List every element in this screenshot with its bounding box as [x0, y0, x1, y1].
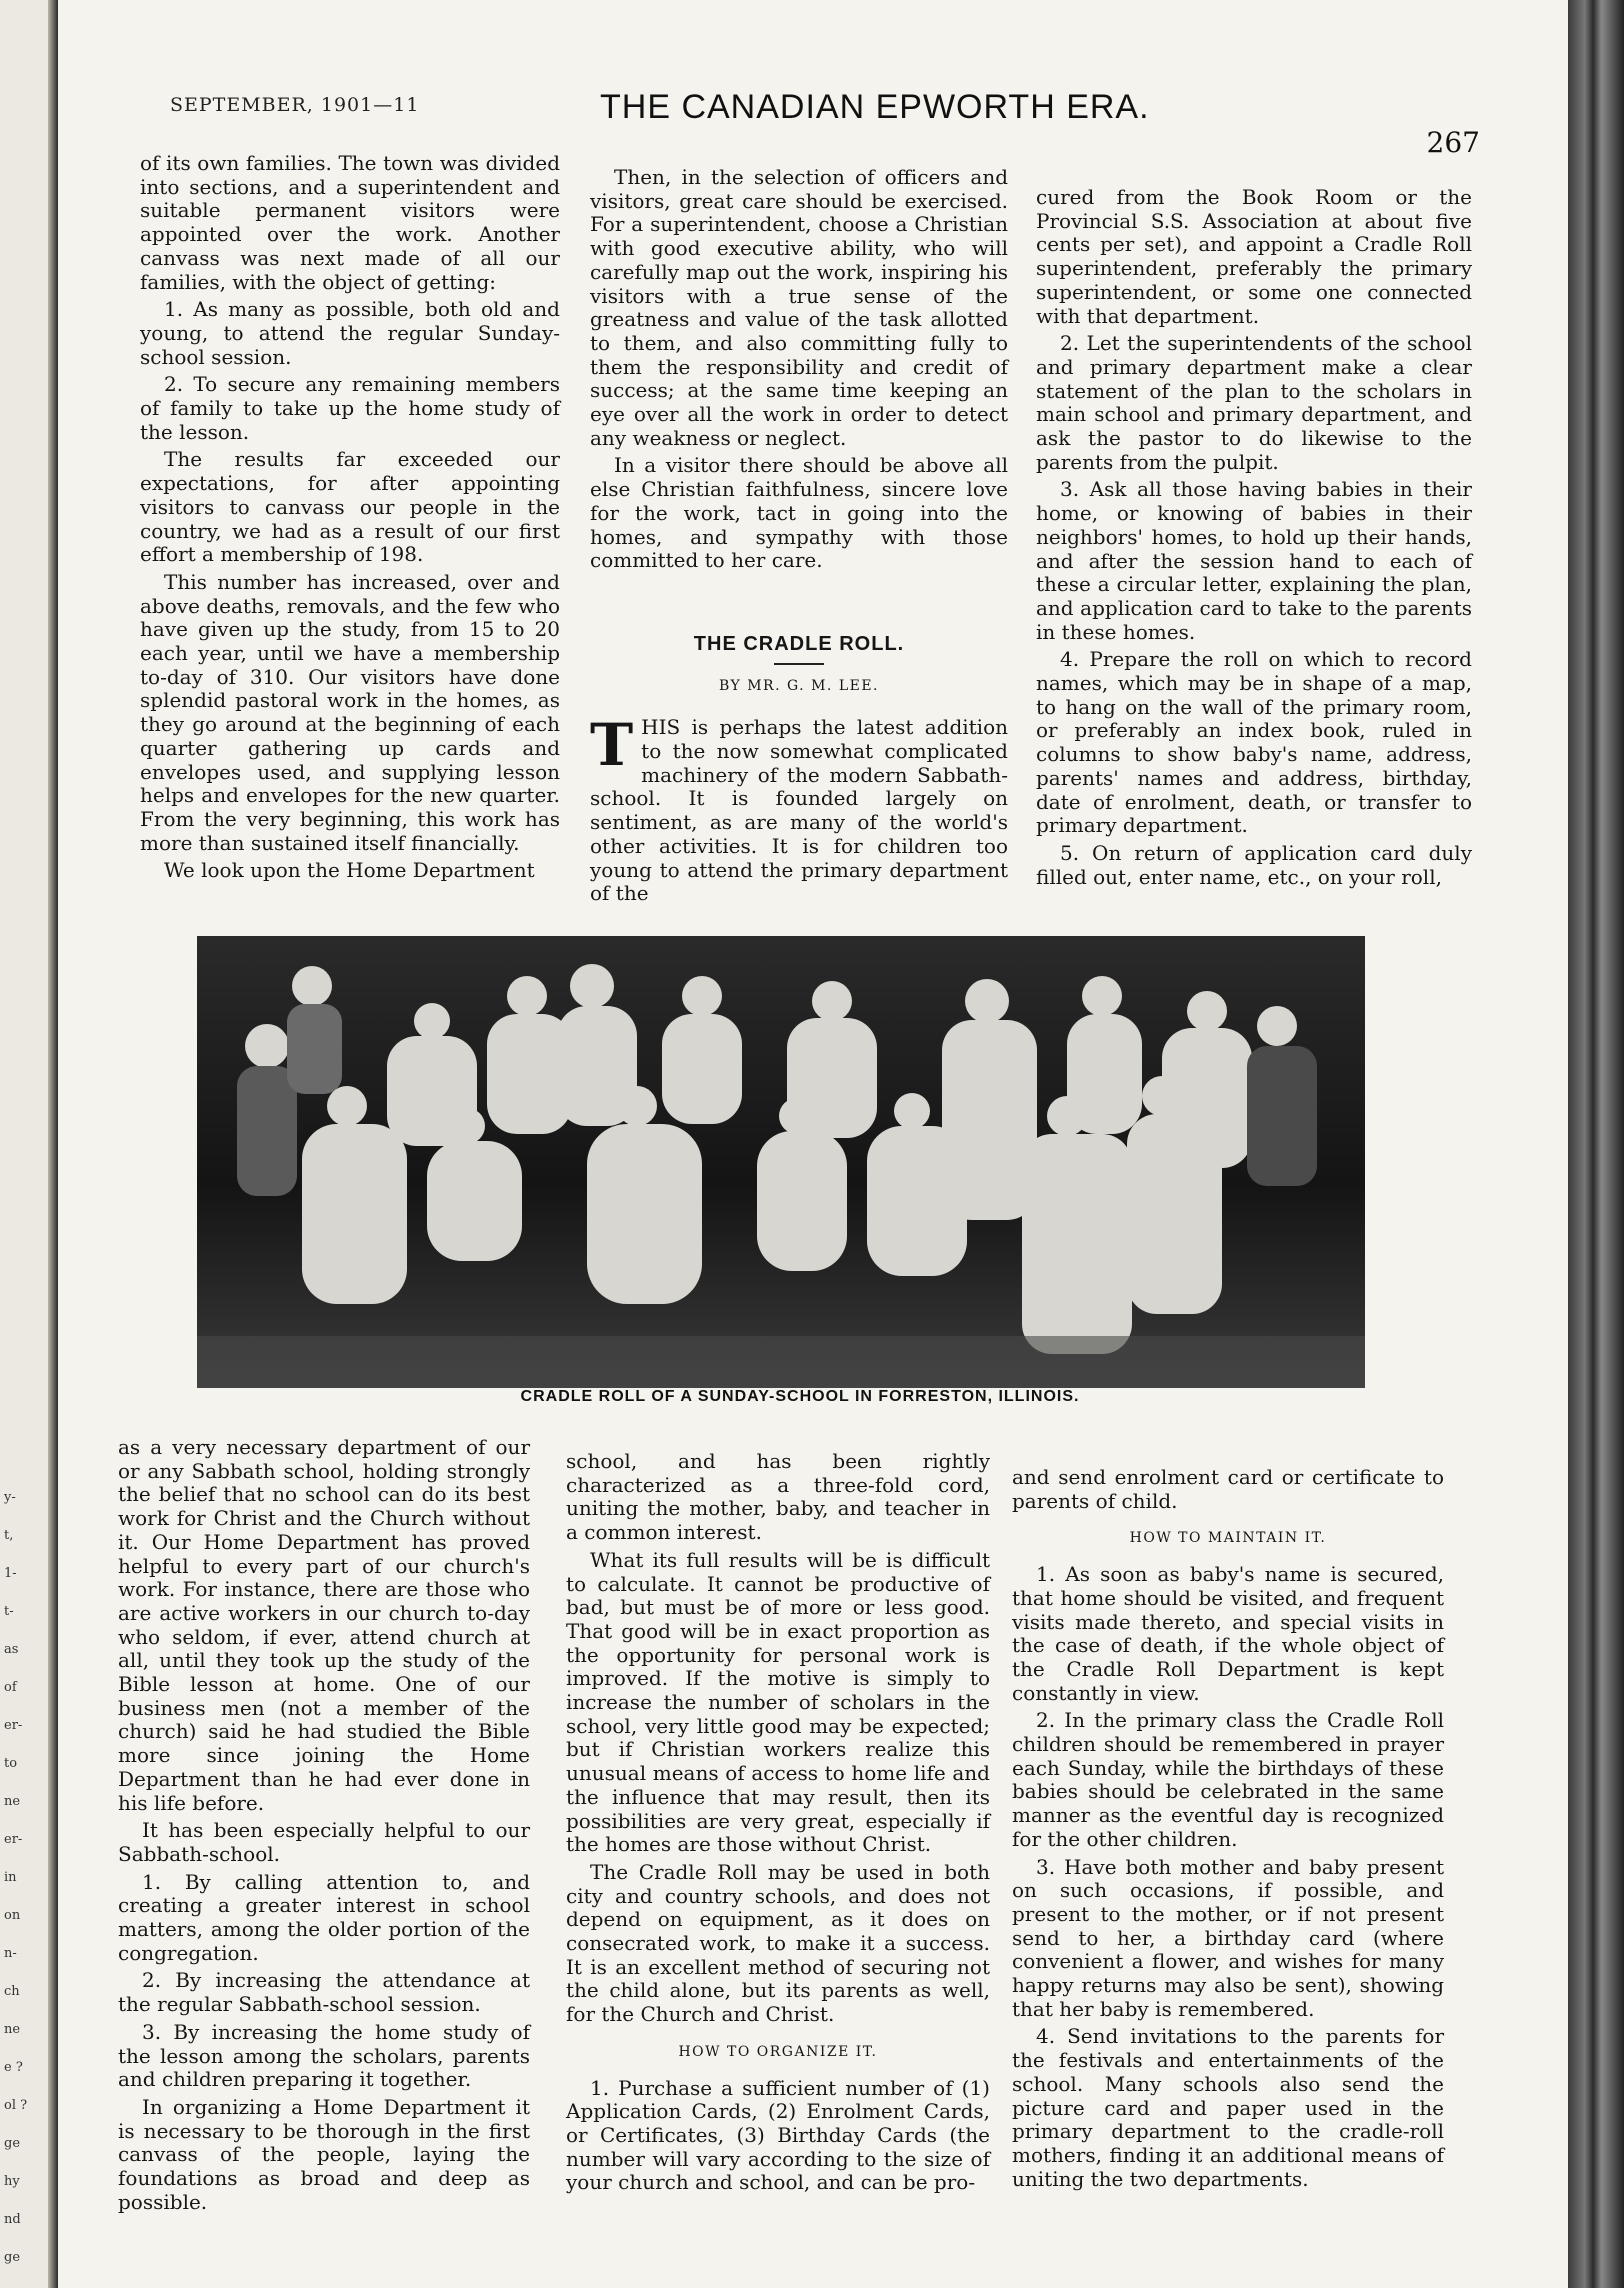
margin-fragment: as [4, 1642, 19, 1657]
margin-fragment: nd [4, 2212, 21, 2227]
margin-fragment: ol ? [4, 2098, 28, 2113]
paragraph: 2. In the primary class the Cradle Roll children should be remembered in prayer each Sunday, while the birthdays of these babies should be celebrated in the same manner as the eventful day is recognized for the other children. [1012, 1708, 1444, 1851]
top-right-column [1036, 186, 1472, 893]
paragraph: 2. Let the superintendents of the school and primary department make a clear statement of the plan to the scholars in main school and primary department, and ask the pastor to do likewise to the parents from the pulpit. [1036, 331, 1472, 474]
margin-fragment: n- [4, 1946, 17, 1961]
margin-fragment: ge [4, 2250, 21, 2265]
paragraph: 3. Ask all those having babies in their home, or knowing of babies in their neighbors' homes, to hold up their hands, and after the session hand to each of these a circular letter, explaining the plan, and application card to take to the parents in these homes. [1036, 477, 1472, 644]
masthead-title: THE CANADIAN EPWORTH ERA. [600, 88, 1150, 126]
paragraph: 4. Prepare the roll on which to record names, which may be in shape of a map, to hang on the wall of the primary room, or preferably an index book, ruled in columns to show baby's name, address, parents' names and address, birthday, date of enrolment, death, or transfer to primary department. [1036, 647, 1472, 838]
binding-shadow [48, 0, 58, 2288]
title-rule [774, 663, 824, 665]
intro-text: HIS is perhaps the latest addition to the now somewhat complicated machinery of the modern Sabbath-school. It is founded largely on sentiment, as are many of the world's other activities. It is for children too young to attend the primary department of the [590, 715, 1008, 906]
paragraph: 1. Purchase a sufficient number of (1) Application Cards, (2) Enrolment Cards, or Certificates, (3) Birthday Cards (the number will vary according to the size of your church and school, and can be pro- [566, 2075, 990, 2195]
margin-fragment: of [4, 1680, 17, 1695]
paragraph: school, and has been rightly characterized as a three-fold cord, uniting the mother, baby, and teacher in a common interest. [566, 1449, 990, 1545]
paragraph: It has been especially helpful to our Sabbath-school. [118, 1818, 530, 1866]
margin-fragment: t- [4, 1604, 14, 1619]
paragraph: Then, in the selection of officers and visitors, great care should be exercised. For a superintendent, choose a Christian with good executive ability, who will carefully map out the work, inspiring his visitors with a true sense of the greatness and value of the task allotted to them, and also committing fully to them the responsibility and credit of success; at the same time keeping an eye over all the work in order to detect any weakness or neglect. [590, 165, 1008, 450]
margin-fragment: 1- [4, 1566, 17, 1581]
paragraph: In a visitor there should be above all else Christian faithfulness, sincere love for the work, tact in going into the homes, and sympathy with those committed to her care. [590, 453, 1008, 573]
paragraph: and send enrolment card or certificate to parents of child. [1012, 1465, 1444, 1513]
margin-fragment: hy [4, 2174, 20, 2189]
paragraph: as a very necessary department of our or any Sabbath school, holding strongly the belief that no school can do its best work for Christ and the Church without it. Our Home Department has proved helpful to every part of our church's work. For instance, there are those who are active workers in our church to-day who seldom, if ever, attend church at all, until they took up the study of the Bible lesson at home. One of our business men (not a member of the church) said he had studied the Bible more since joining the Home Department than he had ever done in his life before. [118, 1435, 530, 1815]
cradle-roll-photograph [197, 936, 1365, 1388]
paragraph: 2. To secure any remaining members of family to take up the home study of the lesson. [140, 372, 560, 444]
photo-illustration [197, 936, 1365, 1388]
bottom-left-column [118, 1436, 530, 2219]
top-left-column [140, 152, 560, 887]
margin-fragment: ch [4, 1984, 20, 1999]
facing-page-strip [0, 0, 58, 2288]
margin-fragment: ge [4, 2136, 21, 2151]
paragraph: We look upon the Home Department [164, 858, 535, 883]
paragraph: cured from the Book Room or the Provincial S.S. Association at about five cents per set), and appoint a Cradle Roll superintendent, preferably the primary superintendent, or some one connected with that department. [1036, 185, 1472, 328]
paragraph: 1. As many as possible, both old and young, to attend the regular Sunday-school session. [140, 297, 560, 369]
running-header [110, 88, 1480, 159]
paragraph: 3. Have both mother and baby present on such occasions, if possible, and present to the mother, or if not present send to her, a birthday card (where convenient a flower, and wishes for many happy returns may also be sent), showing that her baby is remembered. [1012, 1854, 1444, 2021]
paragraph: This number has increased, over and above deaths, removals, and the few who have given up the study, from 15 to 20 each year, until we have a membership to-day of 310. Our visitors have done splendid pastoral work in the homes, as they go around at the beginning of each quarter gathering up cards and envelopes used, and supplying lesson helps and envelopes for the new quarter. From the very beginning, this work has more than sustained itself financially. [140, 569, 560, 855]
page-number: 267 [1426, 126, 1480, 159]
book-fore-edge [1568, 0, 1624, 2288]
margin-fragment: ne [4, 1794, 21, 1809]
margin-fragment: e ? [4, 2060, 23, 2075]
paragraph: 1. As soon as baby's name is secured, that home should be visited, and frequent visits made thereto, and special visits in the case of death, if the whole object of the Cradle Roll Department is kept constantly in view. [1012, 1562, 1444, 1705]
margin-fragment: ne [4, 2022, 21, 2037]
paragraph: 2. By increasing the attendance at the regular Sabbath-school session. [118, 1968, 530, 2017]
paragraph: What its full results will be is difficult to calculate. It cannot be productive of bad, but must be of more or less good. That good will be in exact proportion as the opportunity for personal work is improved. If the motive is simply to increase the number of scholars in the school, very little good may be expected; but if Christian workers realize this unusual means of access to home life and the influence that may result, then its possibilities are very great, especially if the homes are those without Christ. [566, 1547, 990, 1857]
margin-fragment: to [4, 1756, 18, 1771]
organize-heading: HOW TO ORGANIZE IT. [678, 2043, 878, 2060]
margin-fragment: in [4, 1870, 17, 1885]
paragraph: The results far exceeded our expectations, for after appointing visitors to canvass our people in the country, we had as a result of our first effort a membership of 198. [140, 447, 560, 567]
margin-fragment: y- [4, 1490, 16, 1505]
paragraph: The Cradle Roll may be used in both city and country schools, and does not depend on equipment, as it does on consecrated work, to make it a success. It is an excellent method of securing not the child alone, but its parents as well, for the Church and Christ. [566, 1859, 990, 2027]
article-byline: BY MR. G. M. LEE. [718, 677, 880, 694]
paragraph: 5. On return of application card duly filled out, enter name, etc., on your roll, [1036, 840, 1472, 889]
paragraph: 4. Send invitations to the parents for the festivals and entertainments of the school. Many schools also send the picture card and paper used in the primary department to the cradle-roll mothers, finding it an additional means of uniting the two departments. [1012, 2024, 1444, 2191]
maintain-heading: HOW TO MAINTAIN IT. [1129, 1530, 1327, 1547]
article-intro [590, 711, 1008, 906]
issue-date: SEPTEMBER, 1901—11 [170, 94, 420, 116]
bottom-middle-column [566, 1450, 990, 2199]
paragraph: In organizing a Home Department it is necessary to be thorough in the first canvass of the people, laying the foundations as broad and deep as possible. [118, 2094, 530, 2214]
bottom-right-column [1012, 1466, 1444, 2195]
margin-fragment: er- [4, 1718, 23, 1733]
article-title: THE CRADLE ROLL. [693, 632, 905, 655]
top-middle-column [590, 166, 1008, 910]
photo-caption: CRADLE ROLL OF A SUNDAY-SCHOOL IN FORRESTON, ILLINOIS. [520, 1388, 1080, 1405]
paragraph: 1. By calling attention to, and creating a greater interest in school matters, among the older portion of the congregation. [118, 1869, 530, 1965]
paragraph: of its own families. The town was divided into sections, and a superintendent and suitable permanent visitors were appointed over the work. Another canvass was next made of all our families, with the object of getting: [140, 151, 560, 294]
margin-fragment: er- [4, 1832, 23, 1847]
margin-fragment: t, [4, 1528, 14, 1543]
drop-cap: T [590, 711, 634, 780]
paragraph: 3. By increasing the home study of the lesson among the scholars, parents and children preparing it together. [118, 2019, 530, 2092]
margin-fragment: on [4, 1908, 21, 1923]
